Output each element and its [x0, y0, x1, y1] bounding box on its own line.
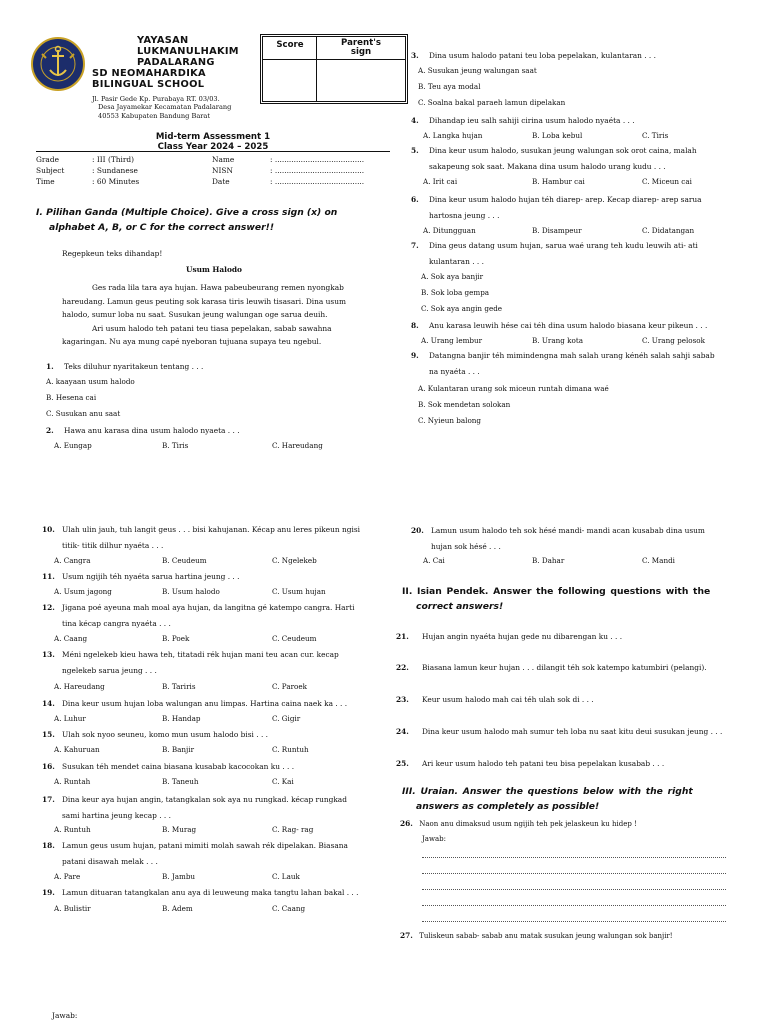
question-number: 5.: [411, 146, 419, 155]
question-text: titik- titik dilhur nyaéta . . .: [62, 541, 164, 550]
answer-option-a[interactable]: A. Ditungguan: [423, 226, 476, 235]
answer-option-b[interactable]: B. Usum halodo: [162, 587, 220, 596]
answer-option-a[interactable]: A. Eungap: [54, 441, 92, 450]
answer-option-b[interactable]: B. Adem: [162, 904, 193, 913]
name-field[interactable]: : ......................................: [270, 155, 365, 164]
answer-option-b[interactable]: B. Taneuh: [162, 777, 199, 786]
question-text: kulantaran . . .: [429, 257, 484, 266]
answer-option-b[interactable]: B. Sok loba gempa: [421, 288, 490, 297]
question-number: 17.: [42, 795, 55, 804]
parent-sign-label: Parent's sign: [341, 38, 381, 57]
question-text: Dina usum halodo patani teu loba pepelakan, kulantaran . . .: [429, 51, 656, 60]
address-line: Jl. Pasir Gede Kp. Purabaya RT. 03/03.: [92, 95, 220, 103]
question-number: 4.: [411, 116, 419, 125]
answer-option-a[interactable]: A. Irit cai: [423, 177, 458, 186]
answer-option-c[interactable]: C. Mandi: [642, 556, 675, 565]
question-number: 6.: [411, 195, 419, 204]
school-names: [92, 35, 267, 90]
school-address: [92, 95, 262, 120]
answer-option-c[interactable]: C. Didatangan: [642, 226, 695, 235]
student-identity: Grade : III (Third) Name : ...................................... Subject : Sundanese NISN : ...................................... Time : 60 Minutes Date : ......................................: [36, 155, 365, 186]
question-number: 20.: [411, 526, 424, 535]
question-number: 18.: [42, 841, 55, 850]
question-text: na nyaéta . . .: [429, 367, 480, 376]
question-number: 12.: [42, 603, 55, 612]
date-field[interactable]: : ......................................: [270, 177, 365, 186]
school-name: SD NEOMAHARDIKA: [92, 68, 206, 79]
question-text: Anu karasa leuwih hése cai téh dina usum halodo biasana keur pikeun . . .: [429, 321, 708, 330]
answer-option-b[interactable]: B. Handap: [162, 714, 201, 723]
question-text: Lamun usum halodo teh sok hésé mandi- mandi acan kusabab dina usum: [431, 526, 705, 535]
section-1-heading: I. Pilihan Ganda (Multiple Choice). Give a cross sign (x) on alphabet A, B, or C for the correct answer!!: [36, 207, 338, 233]
reading-title: Usum Halodo: [186, 265, 242, 274]
question-text: ngelekeb sarua jeung . . .: [62, 666, 157, 675]
question-text: Biasana lamun keur hujan . . . dilangit téh sok katempo katumbiri (pelangi).: [422, 663, 707, 672]
score-box: [262, 36, 406, 102]
question-text: Hujan angin nyaéta hujan gede nu dibarengan ku . . .: [422, 632, 623, 641]
question-text: Ulah ulin jauh, tuh langit geus . . . bisi kahujanan. Kécap anu leres pikeun ngisi: [62, 525, 361, 534]
question-number: 11.: [42, 572, 55, 581]
foundation-name: YAYASAN: [137, 35, 189, 46]
school-logo: [30, 36, 86, 92]
answer-option-c[interactable]: C. Tiris: [642, 131, 669, 140]
answer-option-b[interactable]: B. Urang kota: [532, 336, 584, 345]
answer-option-c[interactable]: C. Ngelekeb: [272, 556, 317, 565]
answer-option-a[interactable]: A. Kahuruan: [54, 745, 100, 754]
answer-option-a[interactable]: A. kaayaan usum halodo: [46, 377, 135, 386]
question-number: 2.: [46, 426, 54, 435]
answer-option-c[interactable]: C. Kai: [272, 777, 294, 786]
answer-option-b[interactable]: B. Tariris: [162, 682, 196, 691]
question-number: 7.: [411, 241, 419, 250]
question-number: 24.: [396, 727, 409, 736]
question-text: Keur usum halodo mah cai téh ulah sok di . . .: [422, 695, 594, 704]
question-number: 25.: [396, 759, 409, 768]
question-number: 22.: [396, 663, 409, 672]
question-number: 23.: [396, 695, 409, 704]
question-text: Dina keur usum halodo mah sumur teh loba nu saat kitu deui susukan jeung . . .: [422, 727, 723, 736]
answer-option-c[interactable]: C. Miceun cai: [642, 177, 692, 186]
assessment-title: Mid-term Assessment 1 Class Year 2024 – 2025: [155, 132, 271, 152]
question-number: 19.: [42, 888, 55, 897]
answer-option-b[interactable]: B. Teu aya modal: [418, 82, 481, 91]
answer-option-a[interactable]: A. Runtah: [54, 777, 91, 786]
answer-option-c[interactable]: C. Ceudeum: [272, 634, 317, 643]
essay-question-27: 27. Tuliskeun sabab- sabab anu matak susukan jeung walungan sok banjir!: [400, 931, 673, 940]
question-number: 15.: [42, 730, 55, 739]
answer-option-a[interactable]: A. Pare: [54, 872, 81, 881]
question-text: Lamun geus usum hujan, patani mimiti molah sawah rék dipelakan. Biasana: [62, 841, 348, 850]
answer-option-a[interactable]: A. Caang: [54, 634, 88, 643]
question-text: Dina keur usum halodo hujan téh diarep- arep. Kecap diarep- arep sarua: [429, 195, 702, 204]
answer-option-b[interactable]: B. Banjir: [162, 745, 195, 754]
answer-option-a[interactable]: A. Cangra: [54, 556, 91, 565]
question-number: 10.: [42, 525, 55, 534]
answer-option-c[interactable]: C. Gigir: [272, 714, 301, 723]
answer-option-c[interactable]: C. Runtuh: [272, 745, 309, 754]
question-text: sakapeung sok saat. Makana dina usum halodo urang kudu . . .: [429, 162, 666, 171]
answer-option-c[interactable]: C. Soalna bakal paraeh lamun dipelakan: [418, 98, 566, 107]
answer-option-b[interactable]: B. Sok mendetan solokan: [418, 400, 511, 409]
answer-option-b[interactable]: B. Poek: [162, 634, 190, 643]
question-text: Dina keur usum hujan loba walungan anu limpas. Hartina caina naek ka . . .: [62, 699, 348, 708]
reading-instruction: Regepkeun teks dihandap!: [62, 249, 163, 258]
question-text: Ulah sok nyoo seuneu, komo mun usum halodo bisi . . .: [62, 730, 269, 739]
answer-option-b[interactable]: B. Hambur cai: [532, 177, 585, 186]
question-number: 8.: [411, 321, 419, 330]
answer-option-c[interactable]: C. Rag- rag: [272, 825, 314, 834]
answer-option-a[interactable]: A. Hareudang: [54, 682, 105, 691]
answer-option-c[interactable]: C. Caang: [272, 904, 306, 913]
essay-question-26: 26. Naon anu dimaksud usum ngijih teh pek jelaskeun ku hidep !: [400, 819, 637, 828]
question-text: Datangna banjir téh mimindengna mah salah urang kénéh salah sahji sabab: [429, 351, 715, 360]
answer-option-b[interactable]: B. Murag: [162, 825, 197, 834]
answer-option-c[interactable]: C. Lauk: [272, 872, 300, 881]
answer-option-b[interactable]: B. Tiris: [162, 441, 189, 450]
question-number: 21.: [396, 632, 409, 641]
footer-answer-label: Jawab:: [52, 1011, 78, 1020]
score-label: Score: [276, 40, 304, 50]
address-line: 40553 Kabupaten Bandung Barat: [98, 111, 211, 120]
question-text: Ari keur usum halodo teh patani teu bisa pepelakan kusabab . . .: [422, 759, 665, 768]
question-text: Dina keur usum halodo, susukan jeung walungan sok orot caina, malah: [429, 146, 697, 155]
question-text: Usum ngijih téh nyaéta sarua hartina jeung . . .: [62, 572, 240, 581]
answer-option-a[interactable]: A. Bulistir: [54, 904, 91, 913]
question-text: Dina geus datang usum hujan, sarua waé urang teh kudu leuwih ati- ati: [429, 241, 698, 250]
question-number: 1.: [46, 362, 54, 371]
question-text: Dihandap ieu salh sahiji cirina usum halodo nyaéta . . .: [429, 116, 635, 125]
question-text: Lamun dituaran tatangkalan anu aya di leuweung maka tangtu lahan bakal . . .: [62, 888, 359, 897]
answer-option-b[interactable]: B. Disampeur: [532, 226, 582, 235]
question-text: hujan sok hésé . . .: [431, 542, 501, 551]
answer-option-a[interactable]: A. Sok aya banjir: [421, 272, 484, 281]
answer-label: Jawab:: [422, 835, 446, 843]
city-name: PADALARANG: [137, 57, 215, 68]
answer-option-c[interactable]: C. Hareudang: [272, 441, 323, 450]
school-type: BILINGUAL SCHOOL: [92, 79, 205, 90]
foundation-name-2: LUKMANULHAKIM: [137, 46, 239, 57]
answer-option-a[interactable]: A. Usum jagong: [54, 587, 112, 596]
answer-option-c[interactable]: C. Paroek: [272, 682, 307, 691]
question-number: 3.: [411, 51, 419, 60]
question-text: Dina keur aya hujan angin, tatangkalan sok aya nu rungkad. kécap rungkad: [62, 795, 347, 804]
question-text: Méni ngelekeb kieu hawa teh, titatadi rék hujan mani teu acan cur. kecap: [62, 650, 339, 659]
answer-option-c[interactable]: C. Usum hujan: [272, 587, 326, 596]
question-text: patani disawah melak . . .: [62, 857, 158, 866]
answer-option-a[interactable]: A. Kulantaran urang sok miceun runtah dimana waé: [418, 384, 609, 393]
address-line: Desa Jayamekar Kecamatan Padalarang: [98, 103, 232, 112]
question-text: Teks diluhur nyaritakeun tentang . . .: [64, 362, 204, 371]
answer-option-b[interactable]: B. Dahar: [532, 556, 565, 565]
answer-option-b[interactable]: B. Loba kebul: [532, 131, 583, 140]
question-text: Susukan téh mendet caina biasana kusabab kacocokan ku . . .: [62, 762, 295, 771]
question-number: 14.: [42, 699, 55, 708]
answer-option-a[interactable]: A. Runtuh: [54, 825, 91, 834]
question-number: 16.: [42, 762, 55, 771]
question-text: Jigana poé ayeuna mah moal aya hujan, da langitna gé katempo cangra. Harti: [62, 603, 355, 612]
question-number: 9.: [411, 351, 419, 360]
answer-option-c[interactable]: C. Nyieun balong: [418, 416, 481, 425]
answer-option-b[interactable]: B. Ceudeum: [162, 556, 207, 565]
section-2-heading: II. Isian Pendek. Answer the following questions with the correct answers!: [402, 586, 711, 612]
question-number: 13.: [42, 650, 55, 659]
answer-option-b[interactable]: B. Jambu: [162, 872, 196, 881]
answer-option-c[interactable]: C. Urang pelosok: [642, 336, 705, 345]
answer-option-b[interactable]: B. Hesena cai: [46, 393, 97, 402]
question-text: Hawa anu karasa dina usum halodo nyaeta . . .: [64, 426, 240, 435]
divider: [36, 151, 390, 152]
question-text: hartosna jeung . . .: [429, 211, 500, 220]
answer-option-c[interactable]: C. Sok aya angin gede: [421, 304, 503, 313]
answer-option-a[interactable]: A. Langka hujan: [423, 131, 483, 140]
answer-option-c[interactable]: C. Susukan anu saat: [46, 409, 121, 418]
question-text: sami hartina jeung kecap . . .: [62, 811, 171, 820]
answer-option-a[interactable]: A. Cai: [423, 556, 445, 565]
section-3-heading: III. Uraian. Answer the questions below with the right answers as completely as possible!: [402, 786, 693, 812]
question-text: tina kécap cangra nyaéta . . .: [62, 619, 171, 628]
answer-lines[interactable]: [422, 840, 726, 930]
nisn-field[interactable]: : ......................................: [270, 166, 365, 175]
reading-passage: Ges rada lila tara aya hujan. Hawa pabeubeurang remen nyongkab hareudang. Lamun geus peuting sok karasa tiris leuwih tisasari. Dina usum halodo, sumur loba nu saat. Susukan jeung walungan oge sarua deuih. Ari usum halodo teh patani teu tiasa pepelakan, sabab sawahna kagaringan. Nu aya mung capé nyeboran tujuana supaya teu ngebul.: [62, 283, 346, 347]
answer-option-a[interactable]: A. Urang lembur: [421, 336, 483, 345]
answer-option-a[interactable]: A. Luhur: [54, 714, 86, 723]
answer-option-a[interactable]: A. Susukan jeung walungan saat: [418, 66, 537, 75]
